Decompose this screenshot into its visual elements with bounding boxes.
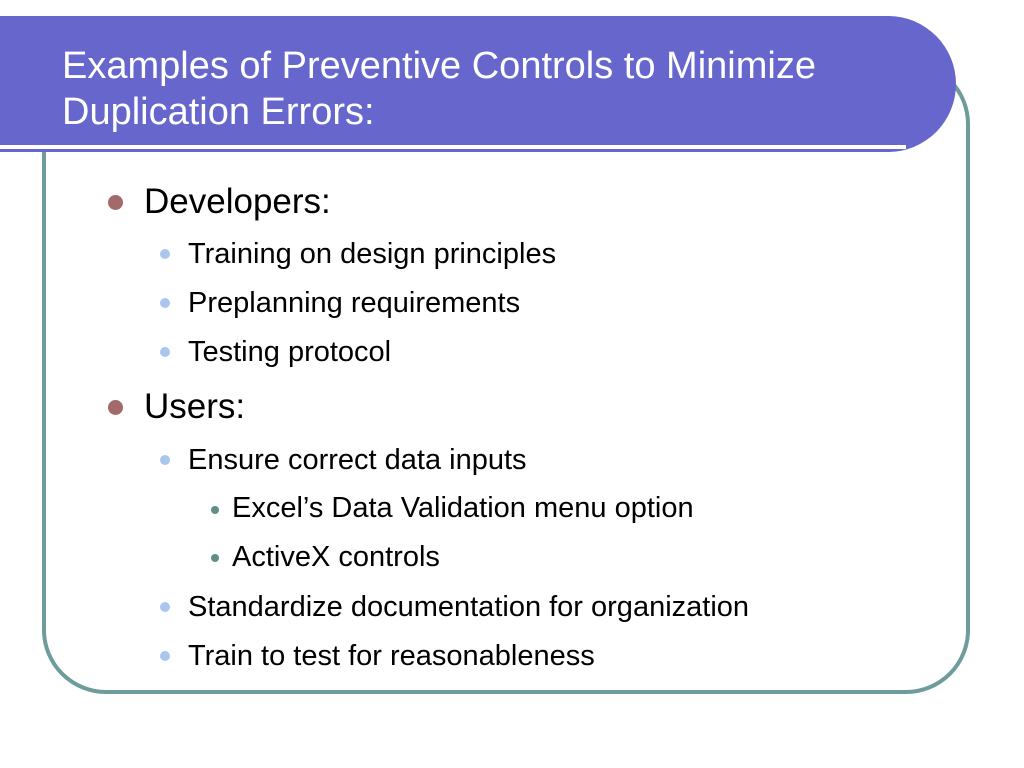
users-subitem-activex: ActiveX controls	[232, 541, 440, 573]
developers-item-preplanning: Preplanning requirements	[188, 287, 521, 319]
developers-item-training: Training on design principles	[188, 238, 557, 270]
developers-heading: Developers:	[144, 182, 331, 221]
users-heading: Users:	[144, 387, 246, 426]
users-subitem-data-validation: Excel’s Data Validation menu option	[232, 492, 694, 524]
developers-item-testing: Testing protocol	[188, 336, 392, 368]
level-1-bullet	[108, 195, 123, 210]
level-1-bullet	[108, 400, 123, 415]
users-item-standardize: Standardize documentation for organization	[188, 591, 750, 623]
level-2-bullet	[160, 347, 170, 357]
level-2-bullet	[160, 651, 170, 661]
level-3-bullet	[211, 554, 219, 562]
level-2-bullet	[160, 602, 170, 612]
title-line-1: Examples of Preventive Controls to Minimize	[62, 45, 816, 87]
level-2-bullet	[160, 455, 170, 465]
level-2-bullet	[160, 298, 170, 308]
users-item-ensure-inputs: Ensure correct data inputs	[188, 444, 527, 476]
users-item-train-test: Train to test for reasonableness	[188, 640, 595, 672]
level-3-bullet	[211, 506, 219, 514]
level-2-bullet	[160, 249, 170, 259]
title-line-2: Duplication Errors:	[62, 91, 375, 133]
